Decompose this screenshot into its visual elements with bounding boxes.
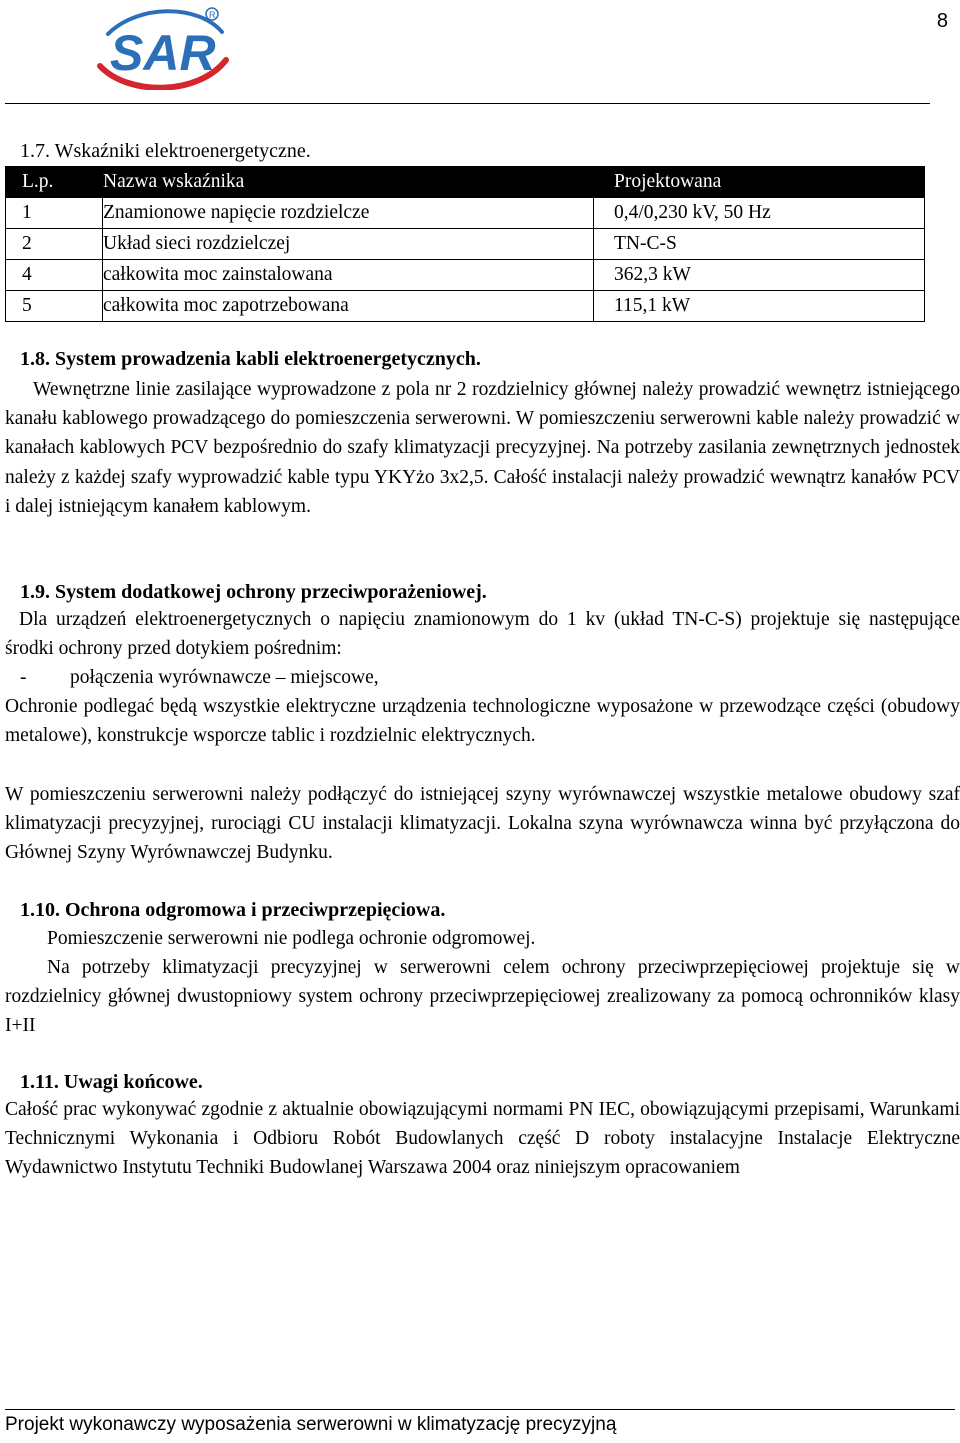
indicators-table xyxy=(5,166,925,322)
col-header-name: Nazwa wskaźnika xyxy=(103,167,594,198)
section-1-9-heading: 1.9. System dodatkowej ochrony przeciwporażeniowej. xyxy=(20,581,487,603)
table-header-row xyxy=(6,167,925,198)
cell-name: Znamionowe napięcie rozdzielcze xyxy=(103,198,594,229)
section-1-8-paragraph: Wewnętrzne linie zasilające wyprowadzone z pola nr 2 rozdzielnicy głównej należy prowadzić wewnętrz istniejącego kanału kablowego prowadzącego do pomieszczenia serwerowni. W pomieszczeniu serwerowni kable należy prowadzić w kanałach kablowych PCV bezpośrednio do szafy klimatyzacji precyzyjnej. Na potrzeby zasilania zewnętrznych jednostek należy z każdej szafy wyprowadzić kable typu YKYżo 3x2,5. Całość instalacji należy prowadzić wewnątrz kanałów PCV i dalej istniejącym kanałem kablowym. xyxy=(5,379,960,517)
section-1-11-heading: 1.11. Uwagi końcowe. xyxy=(20,1071,203,1093)
table-row xyxy=(6,229,925,260)
section-1-10-paragraph-1: Pomieszczenie serwerowni nie podlega ochronie odgromowej. xyxy=(47,928,536,949)
section-1-9-bullet xyxy=(20,663,379,692)
cell-name: całkowita moc zapotrzebowana xyxy=(103,291,594,322)
col-header-value: Projektowana xyxy=(594,167,925,198)
svg-text:R: R xyxy=(209,10,216,20)
section-1-11-paragraph: Całość prac wykonywać zgodnie z aktualnie obowiązującymi normami PN IEC, obowiązującymi przepisami, Warunkami Technicznymi Wykonania i Odbioru Robót Budowlanych część D roboty instalacyjne Instalacje Elektryczne Wydawnictwo Instytutu Techniki Budowlanej Warszawa 2004 oraz niniejszym opracowaniem xyxy=(5,1099,960,1179)
cell-value: TN-C-S xyxy=(594,229,925,260)
cell-value: 362,3 kW xyxy=(594,260,925,291)
bullet-text: połączenia wyrównawcze – miejscowe, xyxy=(70,667,379,688)
section-1-9-paragraph-3: W pomieszczeniu serwerowni należy podłączyć do istniejącej szyny wyrównawczej wszystkie metalowe obudowy szaf klimatyzacji precyzyjnej, rurociągi CU instalacji klimatyzacji. Lokalna szyna wyrównawcza winna być przyłączona do Głównej Szyny Wyrównawczej Budynku. xyxy=(5,784,960,864)
table-row xyxy=(6,260,925,291)
table-row xyxy=(6,198,925,229)
bullet-dash: - xyxy=(20,667,27,688)
cell-value: 0,4/0,230 kV, 50 Hz xyxy=(594,198,925,229)
footer-divider xyxy=(5,1409,955,1410)
section-1-7-heading: 1.7. Wskaźniki elektroenergetyczne. xyxy=(20,140,311,162)
cell-value: 115,1 kW xyxy=(594,291,925,322)
section-1-9-paragraph-1: Dla urządzeń elektroenergetycznych o napięciu znamionowym do 1 kv (układ TN-C-S) projektuje się następujące środki ochrony przed dotykiem pośrednim: xyxy=(5,609,960,660)
cell-lp: 1 xyxy=(6,198,103,229)
cell-name: całkowita moc zainstalowana xyxy=(103,260,594,291)
section-1-9-paragraph-2: Ochronie podlegać będą wszystkie elektryczne urządzenia technologiczne wyposażone w przewodzące części (obudowy metalowe), konstrukcje wsporcze tablic i rozdzielnic elektrycznych. xyxy=(5,696,960,747)
logo-text: SAR xyxy=(110,25,216,81)
cell-lp: 2 xyxy=(6,229,103,260)
footer-text: Projekt wykonawczy wyposażenia serwerowni w klimatyzację precyzyjną xyxy=(5,1414,617,1435)
table-row xyxy=(6,291,925,322)
section-1-10-heading: 1.10. Ochrona odgromowa i przeciwprzepięciowa. xyxy=(20,899,446,921)
cell-name: Układ sieci rozdzielczej xyxy=(103,229,594,260)
header-divider xyxy=(5,103,930,104)
section-1-10-paragraph-2: Na potrzeby klimatyzacji precyzyjnej w serwerowni celem ochrony przeciwprzepięciowej projektuje się w rozdzielnicy głównej dwustopniowy system ochrony przeciwprzepięciowej zrealizowany za pomocą ochronników klasy I+II xyxy=(5,957,960,1037)
cell-lp: 5 xyxy=(6,291,103,322)
company-logo xyxy=(88,4,238,90)
page-number: 8 xyxy=(936,10,948,32)
cell-lp: 4 xyxy=(6,260,103,291)
col-header-lp: L.p. xyxy=(6,167,103,198)
section-1-8-heading: 1.8. System prowadzenia kabli elektroenergetycznych. xyxy=(20,348,481,370)
